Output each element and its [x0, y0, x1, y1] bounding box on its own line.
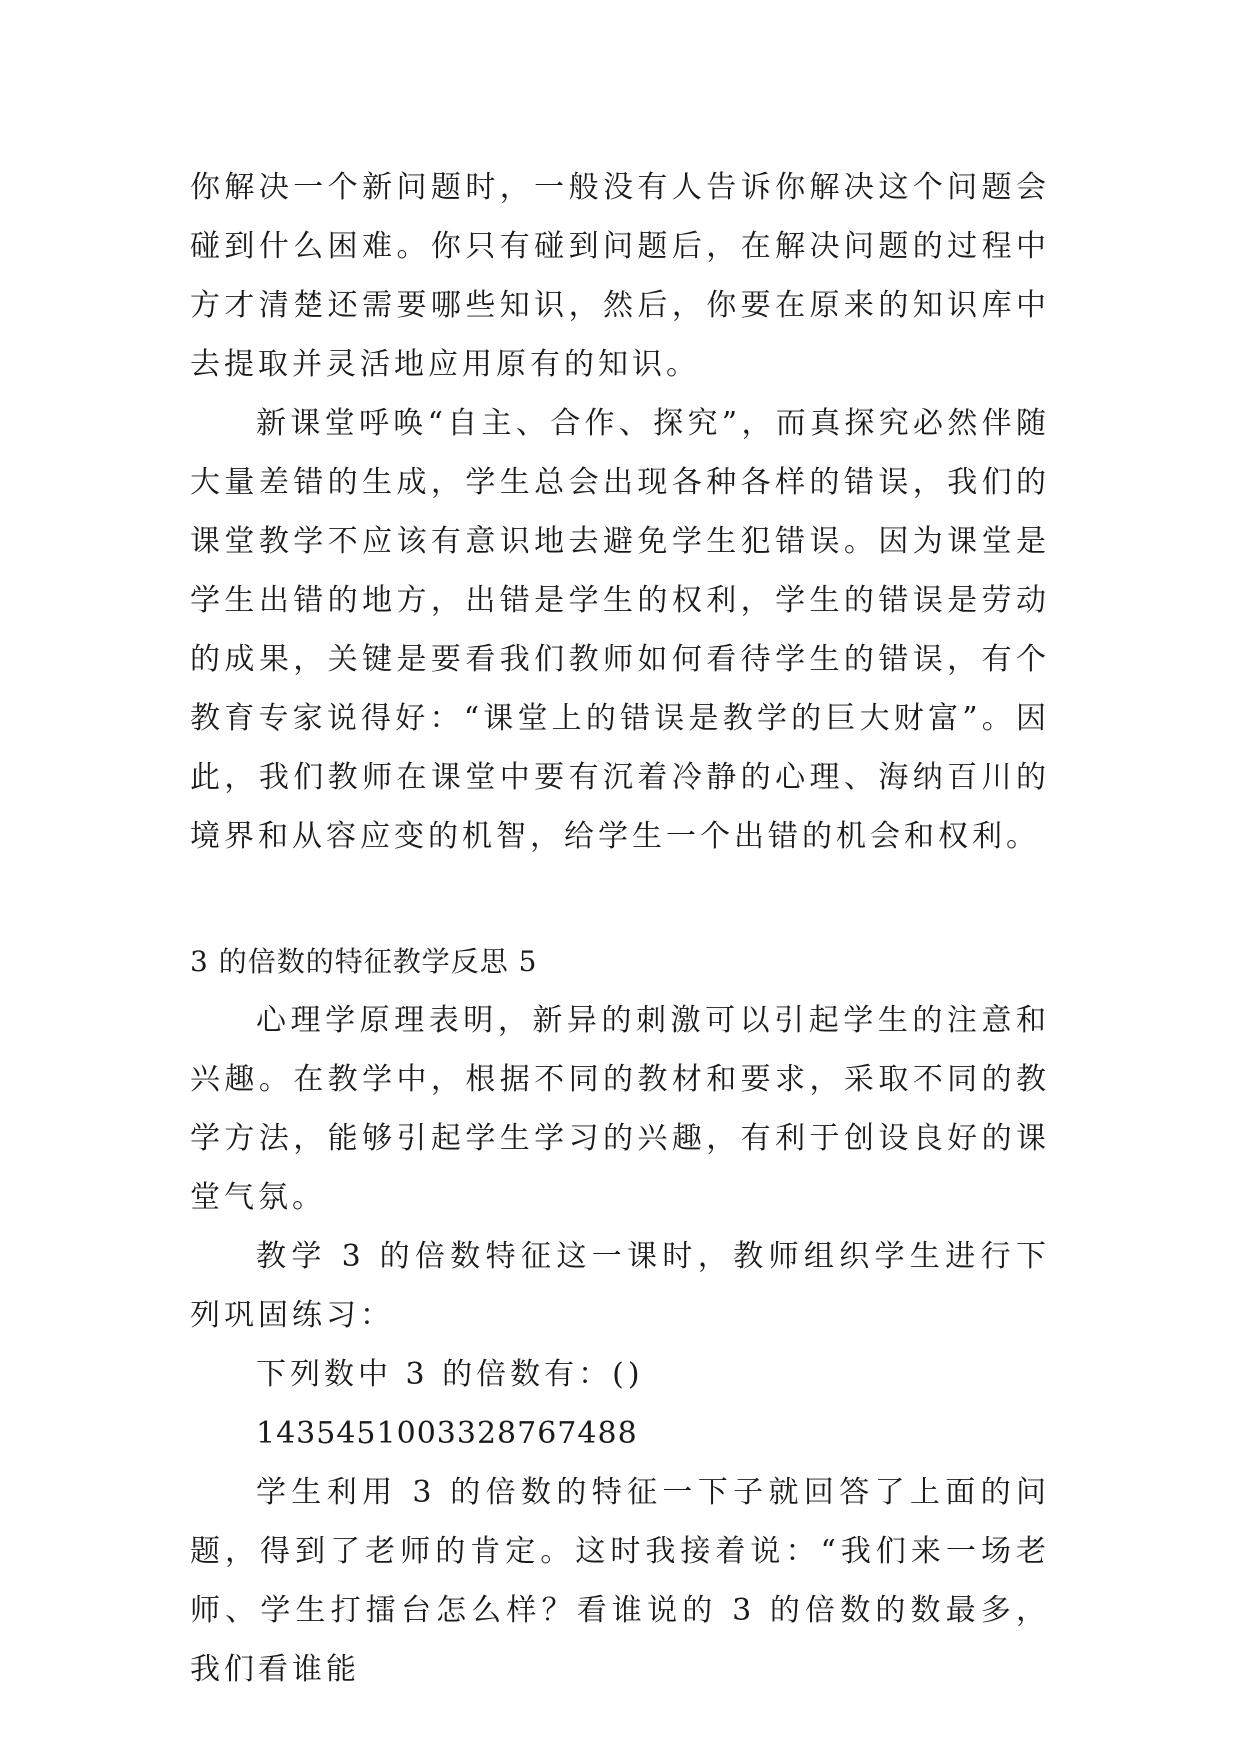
paragraph-lesson-practice: 教学 3 的倍数特征这一课时，教师组织学生进行下列巩固练习： [190, 1239, 1050, 1333]
paragraph-exercise-numbers: 1435451003328767488 [256, 1416, 638, 1451]
paragraph-psychology: 心理学原理表明，新异的刺激可以引起学生的注意和兴趣。在教学中，根据不同的教材和要求，采取不同的教学方法，能够引起学生学习的兴趣，有利于创设良好的课堂气氛。 [190, 1003, 1050, 1215]
section-spacer [190, 866, 1050, 932]
paragraph-student-answer: 学生利用 3 的倍数的特征一下子就回答了上面的问题，得到了老师的肯定。这时我接着说：“我们来一场老师、学生打擂台怎么样？看谁说的 3 的倍数的数最多，我们看谁能 [190, 1475, 1050, 1687]
paragraph-knowledge-retrieval: 你解决一个新问题时，一般没有人告诉你解决这个问题会碰到什么困难。你只有碰到问题后，在解决问题的过程中方才清楚还需要哪些知识，然后，你要在原来的知识库中去提取并灵活地应用原有的知识。 [190, 170, 1050, 382]
document-body [190, 158, 1050, 1699]
section-title: 3 的倍数的特征教学反思 5 [190, 945, 538, 978]
paragraph-classroom-errors: 新课堂呼唤“自主、合作、探究”，而真探究必然伴随大量差错的生成，学生总会出现各种各样的错误，我们的课堂教学不应该有意识地去避免学生犯错误。因为课堂是学生出错的地方，出错是学生的权利，学生的错误是劳动的成果，关键是要看我们教师如何看待学生的错误，有个教育专家说得好：“课堂上的错误是教学的巨大财富”。因此，我们教师在课堂中要有沉着冷静的心理、海纳百川的境界和从容应变的机智，给学生一个出错的机会和权利。 [190, 406, 1050, 854]
paragraph-exercise-question: 下列数中 3 的倍数有：() [256, 1357, 644, 1392]
